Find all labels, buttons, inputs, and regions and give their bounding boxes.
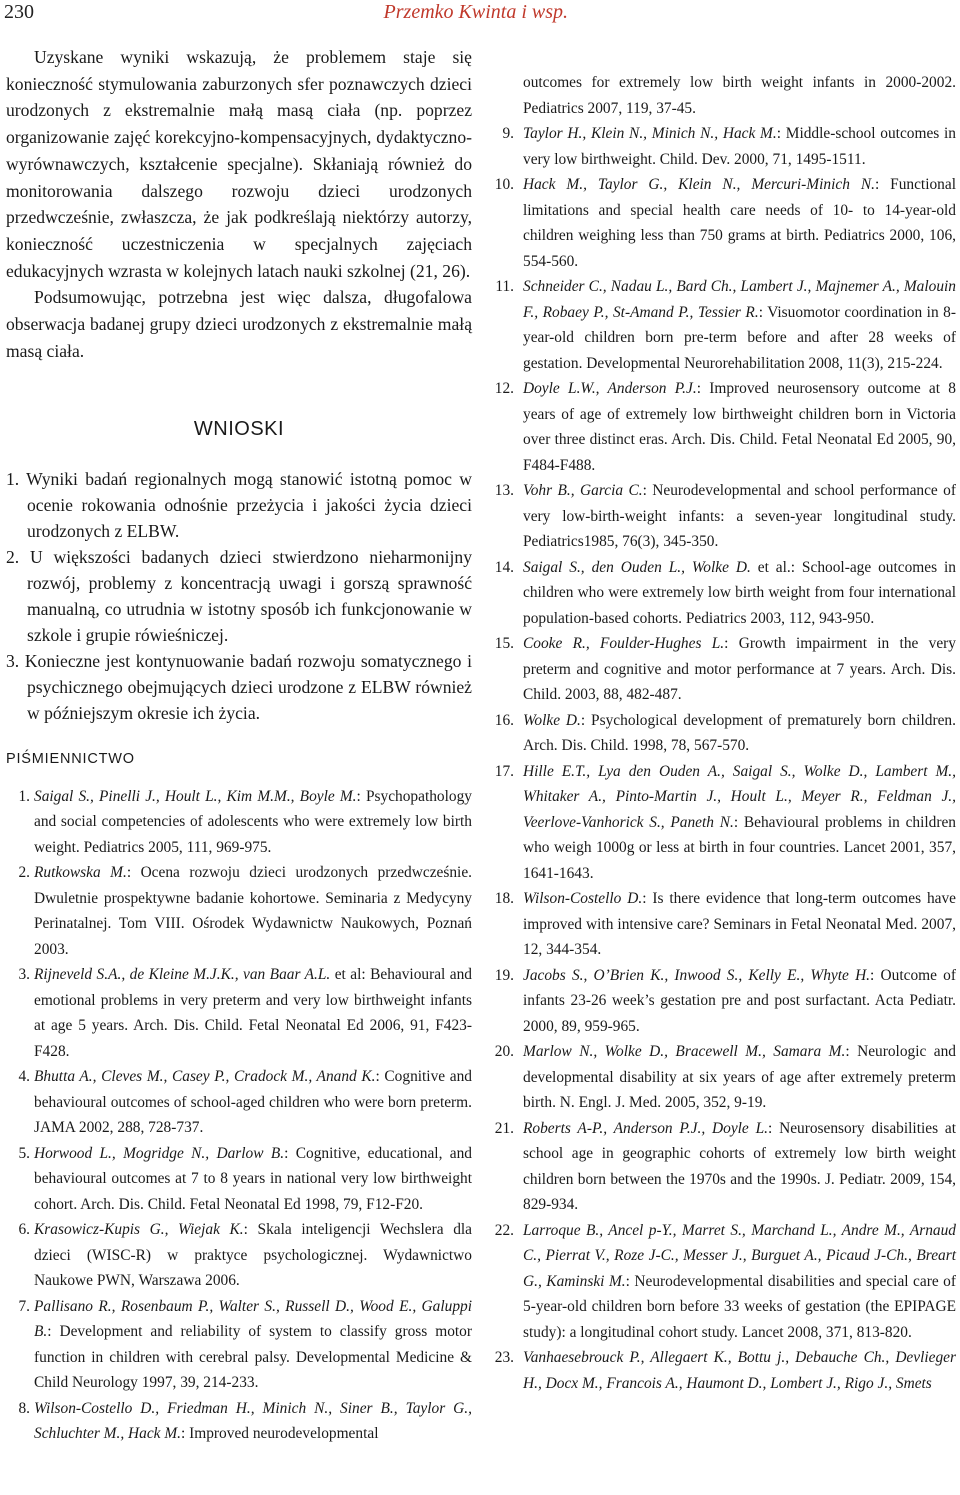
reference-item: 17. Hille E.T., Lya den Ouden A., Saigal S., Wolke D., Lambert M., Whitaker A., Pinto-Martin J., Hoult L., Meyer R., Feldman J., Veerlove-Vanhorick S., Paneth N.: Behavioural problems in children who weigh 1000g or less at birth in four countries. Lancet 2001, 357, 1641-1643. [494,762,956,882]
reference-item: 16. Wolke D.: Psychological development of prematurely born children. Arch. Dis. Child. 1998, 78, 567-570. [494,711,956,754]
conclusions-list [6,467,472,726]
reference-item: 3. Rijneveld S.A., de Kleine M.J.K., van Baar A.L. et al: Behavioural and emotional problems in very preterm and very low birthweight infants at age 5 years. Arch. Dis. Child. Fetal Neonatal Ed 2006, 91, F423-F428. [18,966,472,1060]
reference-item: 9. Taylor H., Klein N., Minich N., Hack M.: Middle-school outcomes in very low birthweight. Child. Dev. 2000, 71, 1495-1511. [502,125,956,168]
reference-item: 13. Vohr B., Garcia C.: Neurodevelopmental and school performance of very low-birth-weight infants: a seven-year longitudinal study. Pediatrics1985, 76(3), 345-350. [494,482,956,550]
reference-item: 23. Vanhaesebrouck P., Allegaert K., Bottu j., Debauche Ch., Devlieger H., Docx M., Francois A., Haumont D., Lombert J., Rigo J., Smets [494,1349,956,1392]
page-number: 230 [4,1,34,23]
reference-item: 11. Schneider C., Nadau L., Bard Ch., Lambert J., Majnemer A., Malouin F., Robaey P., St-Amand P., Tessier R.: Visuomotor coordination in 8-year-old children born pre-term before and after 28 weeks of gestation. Developmental Neurorehabilitation 2008, 11(3), 215-224. [495,278,957,372]
reference-item: 5. Horwood L., Mogridge N., Darlow B.: Cognitive, educational, and behavioural outcomes at 7 to 8 years in national very low birthweight cohort. Arch. Dis. Child. Fetal Neonatal Ed 1998, 79, F12-F20. [18,1144,472,1213]
references-list-left [6,784,472,1447]
page-header [0,0,960,40]
reference-item: 12. Doyle L.W., Anderson P.J.: Improved neurosensory outcome at 8 years of age of extremely low birthweight children born in Victoria over three distinct eras. Arch. Dis. Child. Fetal Neonatal Ed 2005, 90, F484-F488. [494,380,956,474]
references-list-right [494,70,956,1396]
reference-item: 14. Saigal S., den Ouden L., Wolke D. et al.: School-age outcomes in children who were extremely low birth weight from four international population-based cohorts. Pediatrics 2003, 112, 943-950. [494,558,956,627]
reference-item: 10. Hack M., Taylor G., Klein N., Mercuri-Minich N.: Functional limitations and special health care needs of 10- to 14-year-old children weighing less than 750 grams at birth. Pediatrics 2000, 106, 554-560. [494,176,956,270]
reference-item: 2. Rutkowska M.: Ocena rozwoju dzieci urodzonych przedwcześnie. Dwuletnie prospektywne badanie kohortowe. Seminaria z Medycyny Perinatalnej. Tom VIII. Ośrodek Wydawnictw Naukowych, Poznań 2003. [18,864,472,958]
reference-item: 18. Wilson-Costello D.: Is there evidence that long-term outcomes have improved with intensive care? Seminars in Fetal Neonatal Med. 2007, 12, 344-354. [494,890,956,958]
reference-item: 20. Marlow N., Wolke D., Bracewell M., Samara M.: Neurologic and developmental disability at six years of age after extremely preterm birth. N. Engl. J. Med. 2005, 352, 9-19. [494,1043,957,1111]
references-heading: PIŚMIENNICTWO [6,750,135,767]
reference-item: 19. Jacobs S., O’Brien K., Inwood S., Kelly E., Whyte H.: Outcome of infants 23-26 week’s gestation pre and post surfactant. Acta Pediatr. 2000, 89, 959-965. [494,966,956,1035]
running-head: Przemko Kwinta i wsp. [383,1,568,23]
right-column [494,74,956,1396]
reference-continuation: outcomes for extremely low birth weight infants in 2000-2002. Pediatrics 2007, 119, 37-45. [523,74,956,117]
conclusion-item: 1. Wyniki badań regionalnych mogą stanowić istotną pomoc w ocenie rokowania odnośnie przeżycia i jakości życia dzieci urodzonych z ELBW. [6,469,472,542]
reference-item: 1. Saigal S., Pinelli J., Hoult L., Kim M.M., Boyle M.: Psychopathology and social competencies of adolescents who were extremely low birth weight. Pediatrics 2005, 111, 969-975. [18,787,472,856]
body-paragraph: Podsumowując, potrzebna jest więc dalsza, długofalowa obserwacja badanej grupy dzieci urodzonych z ekstremalnie małą masą ciała. [6,287,472,361]
reference-item: 21. Roberts A-P., Anderson P.J., Doyle L.: Neurosensory disabilities at school age in geographic cohorts of extremely low birth weight children born between the 1970s and the 1990s. J. Pediatr. 2009, 154, 829-934. [494,1119,956,1213]
reference-item: 7. Pallisano R., Rosenbaum P., Walter S., Russell D., Wood E., Galuppi B.: Development and reliability of system to classify gross motor function in children with cerebral palsy. Developmental Medicine & Child Neurology 1997, 39, 214-233. [18,1297,472,1391]
reference-item: 22. Larroque B., Ancel p-Y., Marret S., Marchand L., Andre M., Arnaud C., Pierrat V., Roze J-C., Messer J., Burguet A., Picaud J-Ch., Breart G., Kaminski M.: Neurodevelopmental disabilities and special care of 5-year-old children born before 33 weeks of gestation (the EPIPAGE study): a longitudinal cohort study. Lancet 2008, 371, 813-820. [494,1221,956,1341]
reference-item: 15. Cooke R., Foulder-Hughes L.: Growth impairment in the very preterm and cognitive and motor performance at 7 years. Arch. Dis. Child. 2003, 88, 482-487. [494,635,956,703]
left-column [6,44,472,1447]
conclusions-title: WNIOSKI [193,418,285,441]
reference-item: 6. Krasowicz-Kupis G., Wiejak K.: Skala inteligencji Wechslera dla dzieci (WISC-R) w praktyce psychologicznej. Wydawnictwo Naukowe PWN, Warszawa 2006. [18,1221,472,1289]
conclusion-item: 2. U większości badanych dzieci stwierdzono nieharmonijny rozwój, problemy z koncentracją uwagi i gorszą sprawność manualną, co utrudnia w istotny sposób ich funkcjonowanie w szkole i grupie rówieśniczej. [6,547,472,645]
conclusion-item: 3. Konieczne jest kontynuowanie badań rozwoju somatycznego i psychicznego obejmujących dzieci urodzone z ELBW również w późniejszym okresie ich życia. [6,650,472,723]
body-paragraph: Uzyskane wyniki wskazują, że problemem staje się konieczność stymulowania zaburzonych sfer poznawczych dzieci urodzonych z ekstremalnie małą masą ciała (np. poprzez organizowanie zajęć korekcyjno-kompensacyjnych, dydaktyczno-wyrównawczych, kształcenie specjalne). Skłaniają również do monitorowania dalszego rozwoju dzieci urodzonych przedwcześnie, zwłaszcza, że jak podkreślają niektórzy autorzy, konieczność uczestniczenia w specjalnych zajęciach edukacyjnych wzrasta w kolejnych latach nauki szkolnej (21, 26). [6,47,472,281]
reference-item: 8. Wilson-Costello D., Friedman H., Minich N., Siner B., Taylor G., Schluchter M., Hack M.: Improved neurodevelopmental [18,1399,472,1442]
reference-item: 4. Bhutta A., Cleves M., Casey P., Cradock M., Anand K.: Cognitive and behavioural outcomes of school-aged children who were born preterm. JAMA 2002, 288, 728-737. [18,1068,472,1136]
